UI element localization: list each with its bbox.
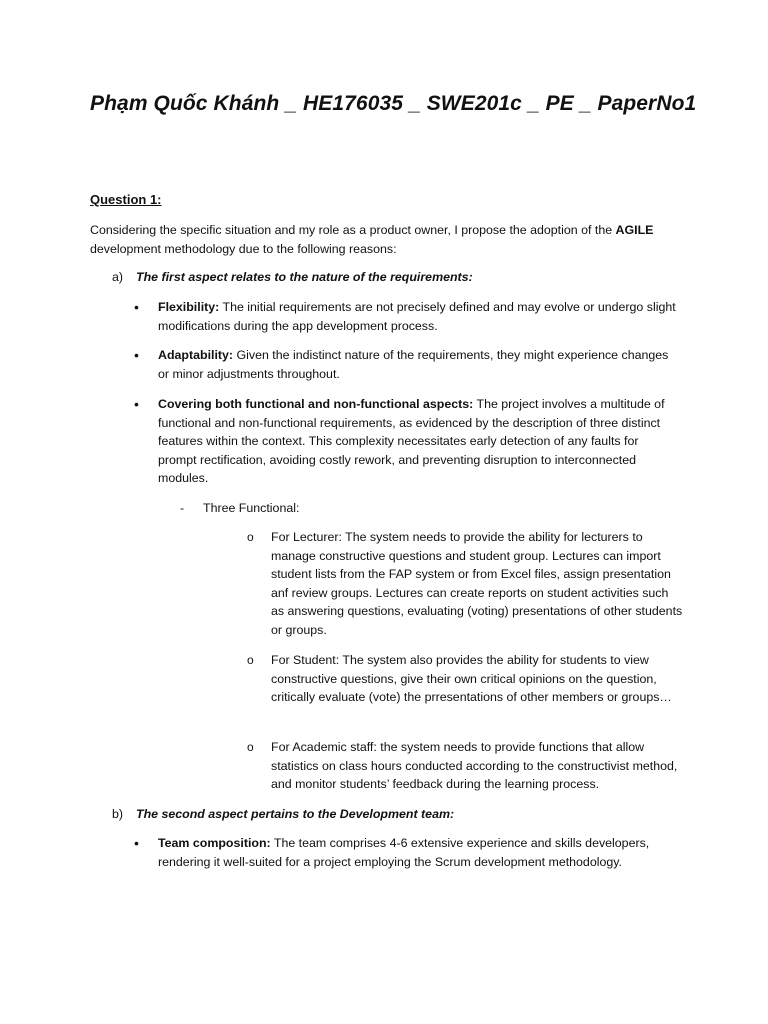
bullet-body: Given the indistinct nature of the requirements, they might experience changes or minor adjustments throughout. — [158, 348, 669, 381]
bullet-dot: • — [134, 347, 139, 363]
section-b-title: The second aspect pertains to the Development team: — [136, 807, 455, 821]
bullet-label: Team composition: — [158, 836, 271, 850]
bullet-flexibility — [158, 298, 678, 335]
document-title: Phạm Quốc Khánh _ HE176035 _ SWE201c _ PE _ PaperNo1 — [90, 92, 697, 115]
bullet-body: The project involves a multitude of functional and non-functional requirements, as evidenced by the description of three distinct features within the context. This complexity necessitates early detection of any faults for prompt rectification, avoiding costly rework, and preventing disruption to interconnected modules. — [158, 397, 665, 486]
section-a-letter: a) — [112, 270, 124, 284]
circle-marker: o — [247, 653, 254, 667]
intro-text-after: development methodology due to the following reasons: — [90, 241, 397, 256]
intro-text-before: Considering the specific situation and my role as a product owner, I propose the adoption of the — [90, 223, 616, 237]
bullet-body: The team comprises 4-6 extensive experience and skills developers, rendering it well-suited for a project employing the Scrum development methodology. — [158, 836, 650, 869]
circle-marker: o — [247, 530, 254, 544]
section-b-letter: b) — [112, 807, 124, 821]
bullet-label: Covering both functional and non-functional aspects: — [158, 397, 474, 411]
intro-paragraph — [90, 221, 680, 258]
dash-marker: - — [180, 501, 185, 515]
three-functional-label: Three Functional: — [203, 501, 300, 515]
functional-item-lecturer: For Lecturer: The system needs to provide the ability for lecturers to manage constructive questions and student group. Lectures can import student lists from the FAP system or from Excel files, assign presentation anf review groups. Lectures can create reports on student activities such as answering questions, evaluating (voting) presentations of other students or groups. — [271, 530, 683, 637]
bullet-team-composition — [158, 834, 678, 871]
functional-item-academic-staff: For Academic staff: the system needs to provide functions that allow statistics on class hours conducted according to the constructivist method, and monitor students’ feedback during the learning process. — [271, 740, 678, 792]
section-a-title: The first aspect relates to the nature of the requirements: — [136, 270, 473, 284]
bullet-dot: • — [134, 835, 139, 851]
bullet-dot: • — [134, 299, 139, 315]
functional-item-student: For Student: The system also provides the ability for students to view constructive questions, give their own critical opinions on the question, critically evaluate (vote) the prresentations of other members or groups… — [271, 653, 672, 705]
bullet-adaptability — [158, 346, 678, 383]
bullet-dot: • — [134, 396, 139, 412]
circle-marker: o — [247, 740, 254, 754]
bullet-functional-nonfunctional — [158, 395, 678, 488]
intro-emphasis: AGILE — [615, 223, 654, 237]
bullet-label: Adaptability: — [158, 348, 234, 362]
bullet-label: Flexibility: — [158, 300, 220, 314]
question-heading: Question 1: — [90, 192, 162, 207]
bullet-body: The initial requirements are not precisely defined and may evolve or undergo slight modifications during the app development process. — [158, 300, 676, 333]
